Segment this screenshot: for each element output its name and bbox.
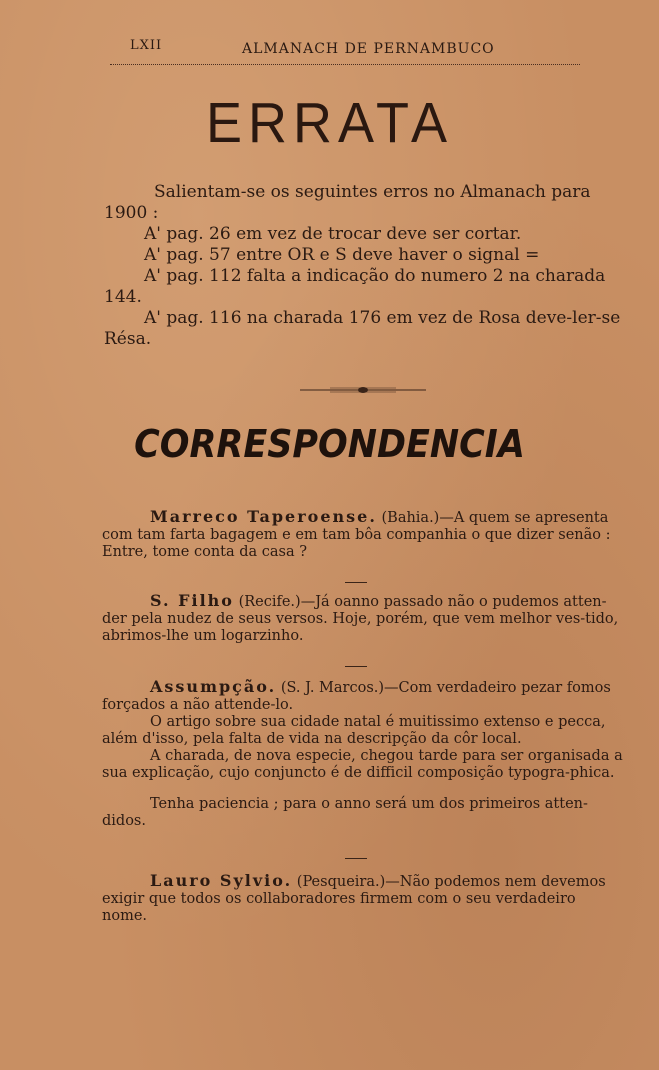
errata-item: A' pag. 112 falta a indicação do numero 2 na charada 144. xyxy=(104,266,606,307)
correspondence-text: (Bahia.)—A quem se apresenta com tam farta bagagem e em tam bôa companhia o que dizer senão : Entre, tome conta da casa ? xyxy=(102,510,611,560)
correspondence-entry xyxy=(102,678,624,830)
header-rule xyxy=(110,64,580,65)
correspondent-name: Marreco Taperoense. xyxy=(150,507,377,526)
correspondence-entry xyxy=(102,592,624,645)
errata-title: ERRATA xyxy=(205,91,454,155)
correspondent-name: Lauro Sylvio. xyxy=(150,871,293,890)
ornamental-divider xyxy=(300,386,426,394)
errata-intro: Salientam-se os seguintes erros no Almanach para 1900 : xyxy=(104,182,591,223)
correspondence-text: A charada, de nova especie, chegou tarde para ser organisada a sua explicação, cujo conjuncto é de difficil composição typogra-phica. xyxy=(102,748,623,781)
correspondence-entry xyxy=(102,872,624,925)
errata-list xyxy=(104,182,624,350)
entry-separator xyxy=(345,582,367,583)
correspondence-text: (S. J. Marcos.)—Com verdadeiro pezar fomos forçados a não attende-lo. xyxy=(102,680,611,713)
running-title: ALMANACH DE PERNAMBUCO xyxy=(242,41,495,57)
errata-item: A' pag. 57 entre OR e S deve haver o signal = xyxy=(144,245,540,265)
entry-separator xyxy=(345,666,367,667)
correspondence-text: Tenha paciencia ; para o anno será um dos primeiros atten-didos. xyxy=(102,796,588,829)
page-number: LXII xyxy=(130,38,163,53)
correspondence-entry xyxy=(102,508,624,561)
entry-separator xyxy=(345,858,367,859)
correspondence-text: O artigo sobre sua cidade natal é muitissimo extenso e pecca, além d'isso, pela falta de vida na descripção da côr local. xyxy=(102,714,606,747)
correspondent-name: Assumpção. xyxy=(150,677,277,696)
errata-item: A' pag. 26 em vez de trocar deve ser cortar. xyxy=(144,224,522,244)
correspondent-name: S. Filho xyxy=(150,591,234,610)
errata-item: A' pag. 116 na charada 176 em vez de Rosa deve-ler-se Résa. xyxy=(104,308,621,349)
correspondencia-title: CORRESPONDENCIA xyxy=(134,422,525,466)
correspondence-text: (Recife.)—Já oanno passado não o pudemos atten-der pela nudez de seus versos. Hoje, porém, que vem melhor ves-tido, abrimos-lhe um logarzinho. xyxy=(102,594,619,644)
correspondence-text: (Pesqueira.)—Não podemos nem devemos exigir que todos os collaboradores firmem com o seu verdadeiro nome. xyxy=(102,874,606,924)
